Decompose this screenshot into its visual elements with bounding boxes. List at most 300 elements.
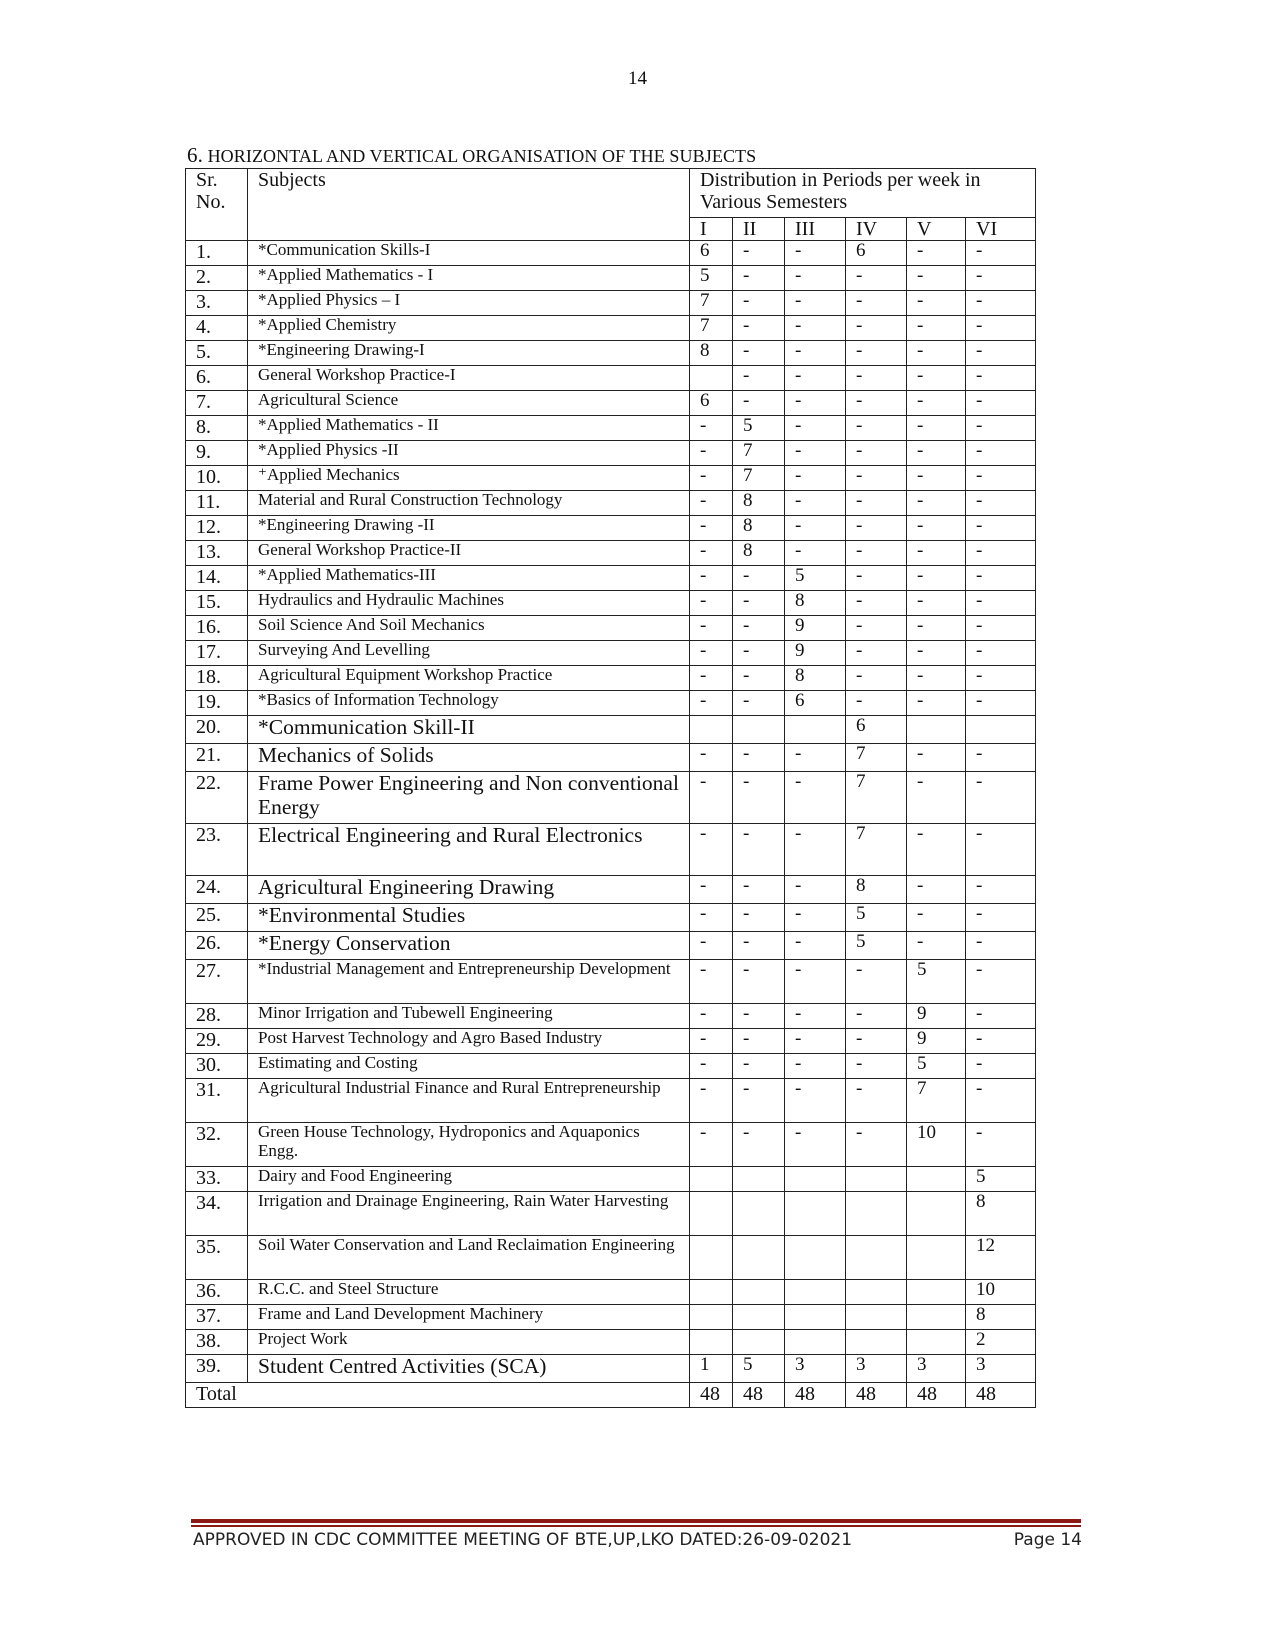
periods-cell	[785, 1330, 846, 1355]
periods-cell	[785, 1236, 846, 1280]
periods-cell	[690, 1305, 733, 1330]
subject-cell: *Energy Conservation	[248, 932, 690, 960]
periods-cell: -	[846, 641, 907, 666]
periods-cell: -	[846, 341, 907, 366]
table-row	[186, 1192, 1036, 1236]
periods-cell: -	[907, 341, 966, 366]
subject-cell: *Engineering Drawing-I	[248, 341, 690, 366]
periods-cell: 8	[690, 341, 733, 366]
periods-cell: -	[846, 491, 907, 516]
footer-approval-text: APPROVED IN CDC COMMITTEE MEETING OF BTE,UP,LKO DATED:26-09-02021	[193, 1530, 853, 1550]
periods-cell: -	[733, 1054, 785, 1079]
periods-cell: 8	[733, 541, 785, 566]
subject-cell: Estimating and Costing	[248, 1054, 690, 1079]
periods-cell: -	[690, 691, 733, 716]
periods-cell: -	[907, 744, 966, 772]
subject-cell: *Industrial Management and Entrepreneurship Development	[248, 960, 690, 1004]
periods-cell: 3	[907, 1355, 966, 1383]
periods-cell: -	[785, 1079, 846, 1123]
periods-cell: -	[733, 904, 785, 932]
periods-cell	[733, 1305, 785, 1330]
periods-cell: -	[733, 1004, 785, 1029]
subject-cell: Dairy and Food Engineering	[248, 1167, 690, 1192]
periods-cell: 6	[785, 691, 846, 716]
periods-cell: 5	[733, 416, 785, 441]
periods-cell: -	[846, 1029, 907, 1054]
periods-cell: -	[966, 641, 1036, 666]
periods-cell: -	[690, 541, 733, 566]
periods-cell: -	[846, 1123, 907, 1167]
sr-no-cell: 17.	[186, 641, 248, 666]
periods-cell: 6	[690, 391, 733, 416]
periods-cell: -	[733, 366, 785, 391]
periods-cell: -	[907, 266, 966, 291]
subject-cell: Agricultural Industrial Finance and Rural Entrepreneurship	[248, 1079, 690, 1123]
subject-cell: *Applied Mathematics - I	[248, 266, 690, 291]
periods-cell: -	[966, 744, 1036, 772]
periods-cell: -	[846, 616, 907, 641]
periods-cell: -	[733, 1079, 785, 1123]
periods-cell	[907, 716, 966, 744]
periods-cell: 5	[846, 932, 907, 960]
periods-cell: -	[785, 932, 846, 960]
periods-cell: -	[785, 466, 846, 491]
periods-cell	[966, 716, 1036, 744]
sr-no-cell: 21.	[186, 744, 248, 772]
subject-cell: Soil Science And Soil Mechanics	[248, 616, 690, 641]
subject-cell: Surveying And Levelling	[248, 641, 690, 666]
periods-cell	[785, 1280, 846, 1305]
periods-cell: 7	[690, 291, 733, 316]
periods-cell: -	[690, 876, 733, 904]
periods-cell: -	[733, 666, 785, 691]
table-row	[186, 1029, 1036, 1054]
header-sr-no: Sr. No.	[186, 169, 248, 241]
periods-cell: -	[966, 516, 1036, 541]
subject-cell: Irrigation and Drainage Engineering, Rain Water Harvesting	[248, 1192, 690, 1236]
periods-cell: -	[907, 291, 966, 316]
sr-no-cell: 30.	[186, 1054, 248, 1079]
section-title	[187, 143, 756, 168]
periods-cell	[907, 1305, 966, 1330]
periods-cell: -	[907, 241, 966, 266]
periods-cell: -	[690, 616, 733, 641]
periods-cell: -	[966, 932, 1036, 960]
periods-cell: -	[966, 316, 1036, 341]
periods-cell: -	[907, 466, 966, 491]
subject-cell: Agricultural Engineering Drawing	[248, 876, 690, 904]
periods-cell: -	[785, 441, 846, 466]
periods-cell: 5	[785, 566, 846, 591]
periods-cell	[785, 1192, 846, 1236]
subject-cell: Agricultural Science	[248, 391, 690, 416]
table-row	[186, 1236, 1036, 1280]
footer-rule-thin	[191, 1525, 1081, 1527]
total-cell: 48	[785, 1383, 846, 1408]
sr-no-cell: 37.	[186, 1305, 248, 1330]
table-row	[186, 291, 1036, 316]
table-row	[186, 616, 1036, 641]
periods-cell: -	[785, 516, 846, 541]
subject-cell: R.C.C. and Steel Structure	[248, 1280, 690, 1305]
periods-cell: 8	[785, 666, 846, 691]
subject-cell: Post Harvest Technology and Agro Based Industry	[248, 1029, 690, 1054]
periods-cell: -	[733, 824, 785, 876]
periods-cell: -	[690, 666, 733, 691]
periods-cell: -	[733, 566, 785, 591]
sr-no-cell: 11.	[186, 491, 248, 516]
periods-cell: 5	[907, 1054, 966, 1079]
sr-no-cell: 12.	[186, 516, 248, 541]
periods-cell: 3	[966, 1355, 1036, 1383]
periods-cell: -	[966, 1054, 1036, 1079]
table-row	[186, 1004, 1036, 1029]
subject-cell: General Workshop Practice-II	[248, 541, 690, 566]
periods-cell: 7	[690, 316, 733, 341]
sr-no-cell: 15.	[186, 591, 248, 616]
subject-cell: Material and Rural Construction Technology	[248, 491, 690, 516]
periods-cell: 8	[733, 491, 785, 516]
semester-header: V	[907, 217, 966, 240]
periods-cell	[733, 1192, 785, 1236]
table-row	[186, 666, 1036, 691]
table-row	[186, 904, 1036, 932]
periods-cell: 7	[846, 744, 907, 772]
periods-cell: 3	[785, 1355, 846, 1383]
sr-no-cell: 39.	[186, 1355, 248, 1383]
periods-cell: -	[966, 960, 1036, 1004]
subject-cell: Electrical Engineering and Rural Electronics	[248, 824, 690, 876]
periods-cell: -	[785, 904, 846, 932]
sr-no-cell: 10.	[186, 466, 248, 491]
table-row	[186, 491, 1036, 516]
periods-cell: -	[846, 691, 907, 716]
subject-cell: *Communication Skill-II	[248, 716, 690, 744]
sr-no-cell: 36.	[186, 1280, 248, 1305]
table-row	[186, 1305, 1036, 1330]
table-row	[186, 1355, 1036, 1383]
periods-cell: -	[785, 366, 846, 391]
table-row	[186, 541, 1036, 566]
subject-cell: *Communication Skills-I	[248, 241, 690, 266]
sr-no-cell: 4.	[186, 316, 248, 341]
section-heading: HORIZONTAL AND VERTICAL ORGANISATION OF THE SUBJECTS	[207, 146, 757, 166]
periods-cell	[846, 1236, 907, 1280]
table-row	[186, 960, 1036, 1004]
periods-cell: 7	[846, 824, 907, 876]
sr-no-cell: 23.	[186, 824, 248, 876]
semester-header: II	[733, 217, 785, 240]
semester-header: I	[690, 217, 733, 240]
periods-cell	[785, 1167, 846, 1192]
periods-cell: -	[907, 391, 966, 416]
periods-cell: -	[966, 616, 1036, 641]
periods-cell	[907, 1280, 966, 1305]
periods-cell	[907, 1330, 966, 1355]
table-body	[186, 241, 1036, 1383]
footer-rule	[191, 1519, 1081, 1523]
periods-cell: -	[733, 291, 785, 316]
table-row	[186, 466, 1036, 491]
sr-no-cell: 20.	[186, 716, 248, 744]
sr-no-cell: 33.	[186, 1167, 248, 1192]
table-row	[186, 516, 1036, 541]
subject-cell: Frame and Land Development Machinery	[248, 1305, 690, 1330]
periods-cell: 9	[907, 1004, 966, 1029]
sr-no-cell: 38.	[186, 1330, 248, 1355]
periods-cell: -	[785, 744, 846, 772]
periods-cell: 8	[966, 1305, 1036, 1330]
periods-cell: -	[785, 960, 846, 1004]
periods-cell: -	[733, 1123, 785, 1167]
sr-no-cell: 18.	[186, 666, 248, 691]
table-row	[186, 1123, 1036, 1167]
table-row	[186, 876, 1036, 904]
subject-cell: Frame Power Engineering and Non conventional Energy	[248, 772, 690, 824]
semester-header: III	[785, 217, 846, 240]
periods-cell: 5	[846, 904, 907, 932]
total-cell: 48	[846, 1383, 907, 1408]
periods-cell: -	[846, 391, 907, 416]
sr-no-cell: 32.	[186, 1123, 248, 1167]
subject-cell: Student Centred Activities (SCA)	[248, 1355, 690, 1383]
periods-cell: 12	[966, 1236, 1036, 1280]
periods-cell: -	[907, 591, 966, 616]
total-cell: 48	[907, 1383, 966, 1408]
periods-cell	[690, 1167, 733, 1192]
table-row	[186, 772, 1036, 824]
periods-cell	[733, 1330, 785, 1355]
periods-cell: 5	[907, 960, 966, 1004]
periods-cell: -	[907, 876, 966, 904]
periods-cell: -	[690, 824, 733, 876]
sr-no-cell: 26.	[186, 932, 248, 960]
sr-no-cell: 13.	[186, 541, 248, 566]
subject-cell: ⁺Applied Mechanics	[248, 466, 690, 491]
total-cell: 48	[966, 1383, 1036, 1408]
subject-cell: Minor Irrigation and Tubewell Engineering	[248, 1004, 690, 1029]
periods-cell: -	[785, 541, 846, 566]
periods-cell: -	[846, 291, 907, 316]
sr-no-cell: 25.	[186, 904, 248, 932]
periods-cell: -	[733, 616, 785, 641]
periods-cell	[690, 1330, 733, 1355]
subject-cell: *Basics of Information Technology	[248, 691, 690, 716]
periods-cell: -	[690, 772, 733, 824]
periods-cell: -	[733, 1029, 785, 1054]
subjects-table	[185, 168, 1036, 1408]
periods-cell	[846, 1167, 907, 1192]
header-distribution: Distribution in Periods per week in Various Semesters	[690, 169, 1036, 218]
periods-cell: -	[966, 491, 1036, 516]
periods-cell: -	[846, 266, 907, 291]
periods-cell: -	[907, 616, 966, 641]
periods-cell: -	[907, 641, 966, 666]
sr-no-cell: 3.	[186, 291, 248, 316]
periods-cell: -	[690, 591, 733, 616]
periods-cell: -	[733, 744, 785, 772]
periods-cell	[846, 1192, 907, 1236]
periods-cell: -	[966, 391, 1036, 416]
periods-cell: -	[785, 416, 846, 441]
periods-cell: -	[690, 1123, 733, 1167]
periods-cell: -	[785, 266, 846, 291]
table-row	[186, 241, 1036, 266]
periods-cell: -	[966, 291, 1036, 316]
periods-cell: 8	[846, 876, 907, 904]
periods-cell: -	[907, 366, 966, 391]
page-number: 14	[628, 68, 647, 89]
periods-cell: -	[966, 566, 1036, 591]
periods-cell: 7	[846, 772, 907, 824]
periods-cell: -	[846, 466, 907, 491]
periods-cell: 10	[907, 1123, 966, 1167]
table-row	[186, 716, 1036, 744]
periods-cell: -	[966, 266, 1036, 291]
periods-cell: -	[846, 666, 907, 691]
periods-cell: -	[907, 666, 966, 691]
section-number: 6.	[187, 143, 203, 167]
periods-cell: -	[690, 441, 733, 466]
subject-cell: Soil Water Conservation and Land Reclaimation Engineering	[248, 1236, 690, 1280]
sr-no-cell: 29.	[186, 1029, 248, 1054]
periods-cell: -	[690, 744, 733, 772]
periods-cell: -	[690, 960, 733, 1004]
periods-cell: -	[690, 566, 733, 591]
table-row	[186, 641, 1036, 666]
sr-no-cell: 22.	[186, 772, 248, 824]
periods-cell: -	[966, 772, 1036, 824]
periods-cell: -	[907, 416, 966, 441]
periods-cell: -	[966, 466, 1036, 491]
subject-cell: *Engineering Drawing -II	[248, 516, 690, 541]
periods-cell: -	[966, 341, 1036, 366]
periods-cell: -	[907, 516, 966, 541]
periods-cell	[690, 366, 733, 391]
periods-cell	[785, 1305, 846, 1330]
periods-cell: 6	[846, 241, 907, 266]
periods-cell	[907, 1192, 966, 1236]
sr-no-cell: 35.	[186, 1236, 248, 1280]
periods-cell	[690, 1236, 733, 1280]
table-row	[186, 591, 1036, 616]
periods-cell: -	[785, 772, 846, 824]
periods-cell: -	[733, 641, 785, 666]
table-row	[186, 566, 1036, 591]
sr-no-cell: 19.	[186, 691, 248, 716]
periods-cell: -	[846, 316, 907, 341]
periods-cell: -	[785, 1029, 846, 1054]
subject-cell: Mechanics of Solids	[248, 744, 690, 772]
table-row	[186, 1330, 1036, 1355]
table-row	[186, 932, 1036, 960]
table-row	[186, 416, 1036, 441]
periods-cell: -	[966, 441, 1036, 466]
periods-cell: -	[690, 641, 733, 666]
subject-cell: Green House Technology, Hydroponics and Aquaponics Engg.	[248, 1123, 690, 1167]
periods-cell: -	[846, 1054, 907, 1079]
periods-cell: -	[966, 1004, 1036, 1029]
sr-no-cell: 31.	[186, 1079, 248, 1123]
table-row	[186, 316, 1036, 341]
periods-cell: -	[966, 666, 1036, 691]
periods-cell: -	[733, 391, 785, 416]
periods-cell	[733, 716, 785, 744]
periods-cell: 2	[966, 1330, 1036, 1355]
periods-cell: -	[966, 824, 1036, 876]
sr-no-cell: 7.	[186, 391, 248, 416]
sr-no-cell: 34.	[186, 1192, 248, 1236]
periods-cell: -	[785, 341, 846, 366]
periods-cell: -	[966, 366, 1036, 391]
periods-cell: -	[846, 1004, 907, 1029]
table-row	[186, 441, 1036, 466]
subject-cell: Hydraulics and Hydraulic Machines	[248, 591, 690, 616]
sr-no-cell: 2.	[186, 266, 248, 291]
periods-cell: -	[846, 416, 907, 441]
periods-cell: -	[907, 441, 966, 466]
periods-cell: -	[907, 541, 966, 566]
periods-cell: -	[690, 416, 733, 441]
subject-cell: *Applied Mathematics - II	[248, 416, 690, 441]
periods-cell: -	[907, 904, 966, 932]
periods-cell: 8	[733, 516, 785, 541]
periods-cell: 6	[846, 716, 907, 744]
subject-cell: *Environmental Studies	[248, 904, 690, 932]
periods-cell: -	[690, 1004, 733, 1029]
periods-cell: -	[785, 824, 846, 876]
periods-cell	[733, 1167, 785, 1192]
periods-cell: 1	[690, 1355, 733, 1383]
periods-cell: 7	[733, 441, 785, 466]
periods-cell	[690, 1280, 733, 1305]
periods-cell: -	[966, 1123, 1036, 1167]
periods-cell: -	[966, 691, 1036, 716]
periods-cell: 7	[733, 466, 785, 491]
periods-cell: -	[966, 241, 1036, 266]
periods-cell: -	[846, 541, 907, 566]
periods-cell: -	[966, 591, 1036, 616]
periods-cell: -	[907, 824, 966, 876]
periods-cell: -	[966, 1079, 1036, 1123]
sr-no-cell: 5.	[186, 341, 248, 366]
periods-cell: -	[733, 960, 785, 1004]
sr-no-cell: 14.	[186, 566, 248, 591]
sr-no-cell: 9.	[186, 441, 248, 466]
periods-cell: 7	[907, 1079, 966, 1123]
periods-cell: 8	[966, 1192, 1036, 1236]
periods-cell: 5	[690, 266, 733, 291]
sr-no-cell: 28.	[186, 1004, 248, 1029]
periods-cell: 9	[907, 1029, 966, 1054]
periods-cell	[907, 1236, 966, 1280]
periods-cell	[785, 716, 846, 744]
footer-page-number: Page 14	[1013, 1530, 1082, 1550]
periods-cell: -	[733, 876, 785, 904]
periods-cell: -	[785, 391, 846, 416]
total-row	[186, 1383, 1036, 1408]
subject-cell: *Applied Mathematics-III	[248, 566, 690, 591]
periods-cell: -	[733, 591, 785, 616]
periods-cell: 8	[785, 591, 846, 616]
periods-cell	[846, 1280, 907, 1305]
sr-no-cell: 27.	[186, 960, 248, 1004]
sr-no-cell: 24.	[186, 876, 248, 904]
periods-cell: -	[690, 466, 733, 491]
periods-cell: -	[966, 541, 1036, 566]
sr-no-cell: 8.	[186, 416, 248, 441]
periods-cell: -	[733, 772, 785, 824]
